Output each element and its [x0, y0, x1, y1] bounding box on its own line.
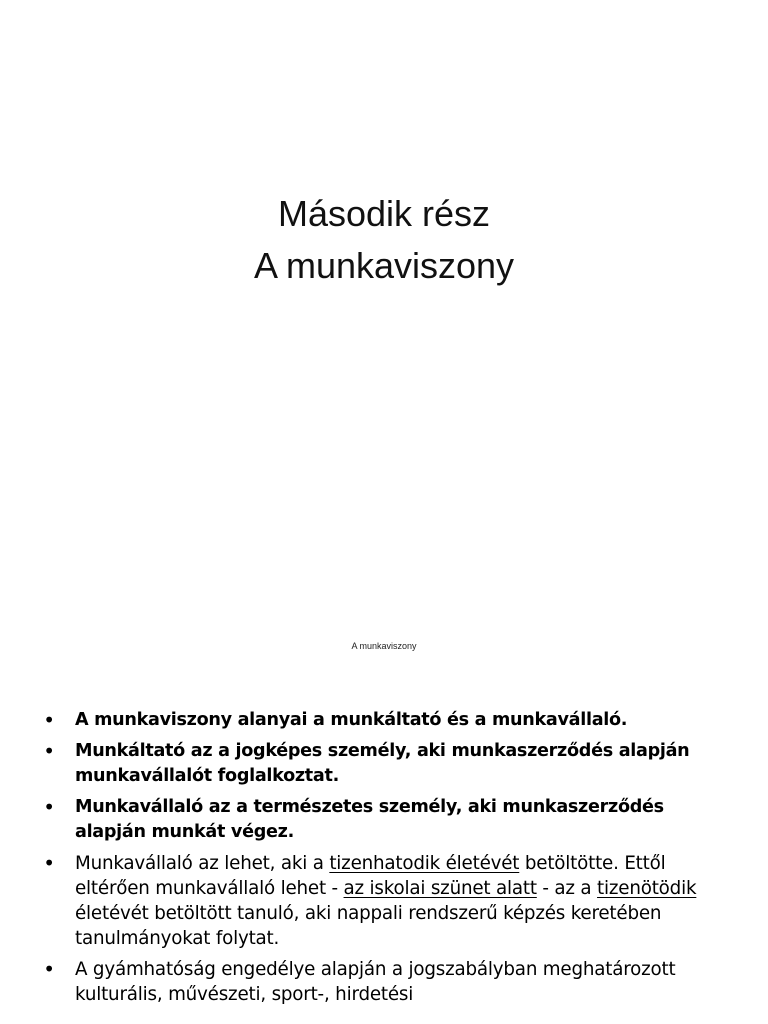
underlined-text: tizenhatodik életévét	[329, 853, 520, 874]
bullet-dot-icon: •	[43, 957, 55, 981]
slide-caption: A munkaviszony	[351, 641, 417, 651]
bullet-dot-icon: •	[43, 739, 55, 763]
bullet-list	[0, 708, 768, 1013]
slide-title-line-1: Második rész	[277, 193, 491, 234]
underlined-text: az iskolai szünet alatt	[343, 878, 537, 899]
bullet-dot-icon: •	[43, 708, 55, 732]
underlined-text: tizenötödik	[597, 878, 697, 899]
bullet-item-age-requirement	[0, 851, 768, 951]
bullet-text-part: - az a	[536, 878, 598, 899]
bullet-dot-icon: •	[43, 795, 55, 819]
bullet-text-part: életévét betöltött tanuló, aki nappali rendszerű képzés keretében tanulmányokat folytat.	[75, 903, 662, 949]
bullet-item-parties	[0, 708, 768, 733]
bullet-item-guardianship	[0, 957, 768, 1007]
bullet-text-part: betöltötte. Ettől eltérően munkavállaló lehet -	[75, 853, 666, 899]
bullet-text-part: Munkavállaló az lehet, aki a	[75, 853, 330, 874]
slide-title-line-2: A munkaviszony	[253, 245, 515, 286]
bullet-text: A gyámhatóság engedélye alapján a jogszabályban meghatározott kulturális, művészeti, sport-, hirdetési	[75, 959, 676, 1005]
bullet-text: A munkaviszony alanyai a munkáltató és a munkavállaló.	[75, 710, 628, 730]
slide-title	[0, 188, 768, 292]
bullet-dot-icon: •	[43, 851, 55, 875]
bullet-item-employee	[0, 795, 768, 845]
bullet-item-employer	[0, 739, 768, 789]
bullet-text: Munkáltató az a jogképes személy, aki munkaszerződés alapján munkavállalót foglalkoztat.	[75, 741, 690, 786]
bullet-text: Munkavállaló az a természetes személy, aki munkaszerződés alapján munkát végez.	[75, 797, 664, 842]
